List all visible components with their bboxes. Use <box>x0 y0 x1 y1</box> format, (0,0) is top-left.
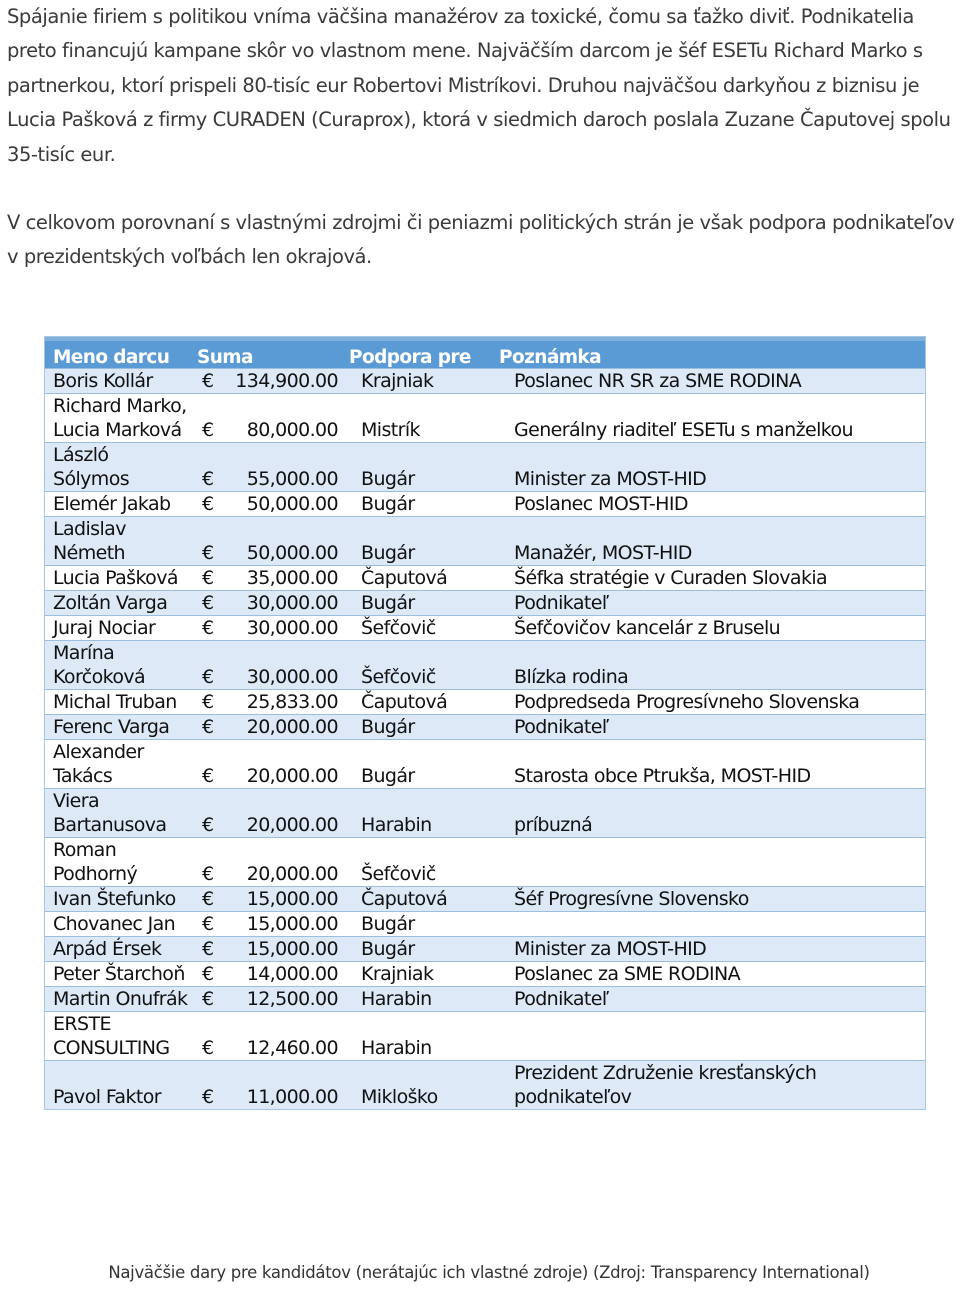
table-row <box>45 912 925 937</box>
table-row <box>45 937 925 962</box>
donor-name-cell: Lucia Pašková <box>45 566 189 591</box>
amount-cell: 20,000.00 <box>219 715 341 740</box>
table-row <box>45 517 925 566</box>
amount-cell: 55,000.00 <box>219 443 341 492</box>
note-cell: Podnikateľ <box>491 987 925 1012</box>
currency-cell: € <box>189 740 219 789</box>
donor-name-cell: Juraj Nociar <box>45 616 189 641</box>
amount-cell: 12,460.00 <box>219 1012 341 1061</box>
support-cell: Čaputová <box>341 566 491 591</box>
table-row <box>45 987 925 1012</box>
donor-name-cell: Michal Truban <box>45 690 189 715</box>
support-cell: Bugár <box>341 517 491 566</box>
note-cell: príbuzná <box>491 789 925 838</box>
table-row <box>45 715 925 740</box>
table-row <box>45 962 925 987</box>
table-row <box>45 740 925 789</box>
donor-name-cell: ERSTE CONSULTING <box>45 1012 189 1061</box>
table-row <box>45 690 925 715</box>
amount-cell: 134,900.00 <box>219 369 341 394</box>
header-note: Poznámka <box>491 339 925 369</box>
support-cell: Bugár <box>341 912 491 937</box>
donor-name-cell: Boris Kollár <box>45 369 189 394</box>
note-cell: Generálny riaditeľ ESETu s manželkou <box>491 394 925 443</box>
donor-name-cell: Arpád Érsek <box>45 937 189 962</box>
currency-cell: € <box>189 937 219 962</box>
support-cell: Šefčovič <box>341 838 491 887</box>
support-cell: Krajniak <box>341 962 491 987</box>
table-row <box>45 616 925 641</box>
note-cell: Podnikateľ <box>491 591 925 616</box>
currency-cell: € <box>189 987 219 1012</box>
amount-cell: 30,000.00 <box>219 641 341 690</box>
note-cell <box>491 1012 925 1061</box>
note-cell <box>491 912 925 937</box>
currency-cell: € <box>189 789 219 838</box>
note-cell: Minister za MOST-HID <box>491 937 925 962</box>
support-cell: Šefčovič <box>341 616 491 641</box>
note-cell: Šéfka stratégie v Curaden Slovakia <box>491 566 925 591</box>
article-body <box>7 0 962 275</box>
currency-cell: € <box>189 1061 219 1110</box>
amount-cell: 15,000.00 <box>219 912 341 937</box>
support-cell: Harabin <box>341 1012 491 1061</box>
table-row <box>45 887 925 912</box>
note-cell: Poslanec MOST-HID <box>491 492 925 517</box>
currency-cell: € <box>189 1012 219 1061</box>
support-cell: Bugár <box>341 443 491 492</box>
note-cell: Prezident Združenie kresťanských podnikateľov <box>491 1061 925 1110</box>
table-row <box>45 591 925 616</box>
note-cell: Starosta obce Ptrukša, MOST-HID <box>491 740 925 789</box>
amount-cell: 11,000.00 <box>219 1061 341 1110</box>
table-row <box>45 641 925 690</box>
header-sum: Suma <box>189 339 341 369</box>
amount-cell: 15,000.00 <box>219 937 341 962</box>
amount-cell: 35,000.00 <box>219 566 341 591</box>
currency-cell: € <box>189 838 219 887</box>
donor-name-cell: László Sólymos <box>45 443 189 492</box>
donor-name-cell: Ivan Štefunko <box>45 887 189 912</box>
donor-name-cell: Roman Podhorný <box>45 838 189 887</box>
note-cell: Šefčovičov kancelár z Bruselu <box>491 616 925 641</box>
support-cell: Čaputová <box>341 887 491 912</box>
header-support-for: Podpora pre <box>341 339 491 369</box>
note-cell: Poslanec za SME RODINA <box>491 962 925 987</box>
table-row <box>45 1012 925 1061</box>
currency-cell: € <box>189 690 219 715</box>
support-cell: Bugár <box>341 937 491 962</box>
currency-cell: € <box>189 517 219 566</box>
donor-name-cell: Alexander Takács <box>45 740 189 789</box>
table-row <box>45 492 925 517</box>
donor-name-cell: Marína Korčoková <box>45 641 189 690</box>
currency-cell: € <box>189 715 219 740</box>
amount-cell: 30,000.00 <box>219 616 341 641</box>
support-cell: Harabin <box>341 789 491 838</box>
donor-name-cell: Martin Onufrák <box>45 987 189 1012</box>
support-cell: Harabin <box>341 987 491 1012</box>
currency-cell: € <box>189 566 219 591</box>
support-cell: Mikloško <box>341 1061 491 1110</box>
donor-name-cell: Viera Bartanusova <box>45 789 189 838</box>
table-row <box>45 789 925 838</box>
amount-cell: 80,000.00 <box>219 394 341 443</box>
currency-cell: € <box>189 641 219 690</box>
donor-name-cell: Elemér Jakab <box>45 492 189 517</box>
table-caption: Najväčšie dary pre kandidátov (nerátajúc ich vlastné zdroje) (Zdroj: Transparency International) <box>108 1263 870 1282</box>
table-row <box>45 394 925 443</box>
donor-name-cell: Richard Marko, Lucia Marková <box>45 394 189 443</box>
table-row <box>45 566 925 591</box>
currency-cell: € <box>189 912 219 937</box>
support-cell: Bugár <box>341 591 491 616</box>
support-cell: Krajniak <box>341 369 491 394</box>
donor-name-cell: Chovanec Jan <box>45 912 189 937</box>
table-header-row <box>45 339 925 369</box>
currency-cell: € <box>189 492 219 517</box>
support-cell: Čaputová <box>341 690 491 715</box>
support-cell: Mistrík <box>341 394 491 443</box>
support-cell: Bugár <box>341 492 491 517</box>
currency-cell: € <box>189 616 219 641</box>
donor-name-cell: Pavol Faktor <box>45 1061 189 1110</box>
amount-cell: 20,000.00 <box>219 740 341 789</box>
donor-name-cell: Zoltán Varga <box>45 591 189 616</box>
table-body <box>45 369 925 1110</box>
support-cell: Bugár <box>341 740 491 789</box>
currency-cell: € <box>189 962 219 987</box>
support-cell: Šefčovič <box>341 641 491 690</box>
note-cell: Podnikateľ <box>491 715 925 740</box>
currency-cell: € <box>189 591 219 616</box>
currency-cell: € <box>189 394 219 443</box>
amount-cell: 20,000.00 <box>219 838 341 887</box>
currency-cell: € <box>189 443 219 492</box>
note-cell: Poslanec NR SR za SME RODINA <box>491 369 925 394</box>
amount-cell: 50,000.00 <box>219 517 341 566</box>
donations-table <box>44 336 926 1110</box>
note-cell: Šéf Progresívne Slovensko <box>491 887 925 912</box>
table-row <box>45 838 925 887</box>
header-donor-name: Meno darcu <box>45 339 189 369</box>
amount-cell: 50,000.00 <box>219 492 341 517</box>
note-cell <box>491 838 925 887</box>
currency-cell: € <box>189 887 219 912</box>
currency-cell: € <box>189 369 219 394</box>
amount-cell: 25,833.00 <box>219 690 341 715</box>
amount-cell: 30,000.00 <box>219 591 341 616</box>
table-row <box>45 443 925 492</box>
table-row <box>45 1061 925 1110</box>
amount-cell: 20,000.00 <box>219 789 341 838</box>
donor-name-cell: Ladislav Németh <box>45 517 189 566</box>
amount-cell: 14,000.00 <box>219 962 341 987</box>
donor-name-cell: Ferenc Varga <box>45 715 189 740</box>
note-cell: Podpredseda Progresívneho Slovenska <box>491 690 925 715</box>
support-cell: Bugár <box>341 715 491 740</box>
amount-cell: 12,500.00 <box>219 987 341 1012</box>
donor-name-cell: Peter Štarchoň <box>45 962 189 987</box>
note-cell: Minister za MOST-HID <box>491 443 925 492</box>
note-cell: Blízka rodina <box>491 641 925 690</box>
article-paragraph: Spájanie firiem s politikou vníma väčšina manažérov za toxické, čomu sa ťažko diviť. Podnikatelia preto financujú kampane skôr vo vlastnom mene. Najväčším darcom je šéf ESETu Richard Marko s partnerkou, ktorí prispeli 80-tisíc eur Robertovi Mistríkovi. Druhou najväčšou darkyňou z biznisu je Lucia Pašková z firmy CURADEN (Curaprox), ktorá v siedmich daroch poslala Zuzane Čaputovej spolu 35-tisíc eur. <box>7 5 951 166</box>
note-cell: Manažér, MOST-HID <box>491 517 925 566</box>
article-paragraph: V celkovom porovnaní s vlastnými zdrojmi či peniazmi politických strán je však podpora podnikateľov v prezidentských voľbách len okrajová. <box>7 211 955 269</box>
amount-cell: 15,000.00 <box>219 887 341 912</box>
table-row <box>45 369 925 394</box>
